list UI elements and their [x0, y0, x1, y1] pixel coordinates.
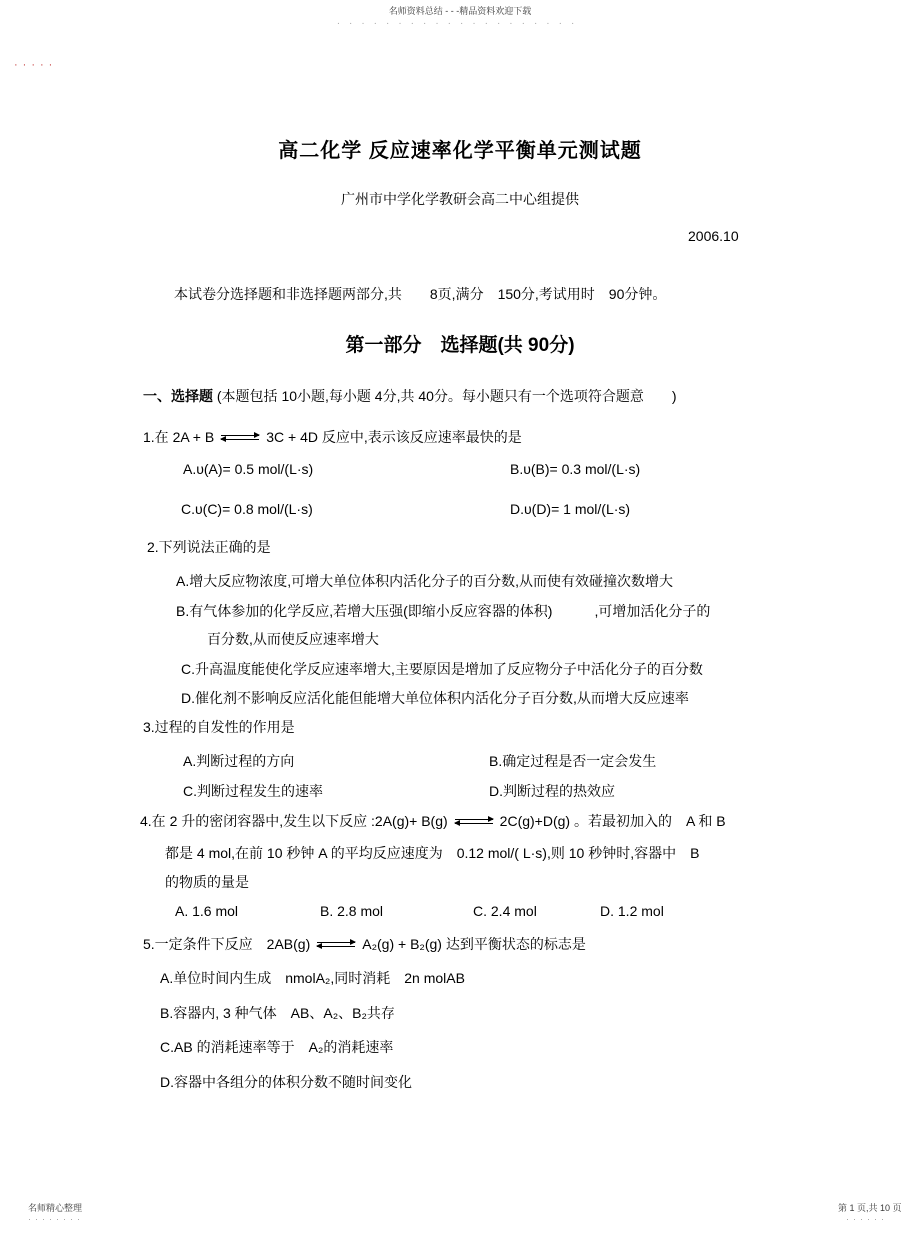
header-dots-divider: ···················· — [336, 18, 584, 29]
document-date: 2006.10 — [688, 228, 739, 244]
q5-option-b: B.容器内, 3 种气体 AB、A₂、B₂共存 — [160, 1005, 395, 1021]
q5-lhs: 5.一定条件下反应 2AB(g) — [143, 936, 311, 952]
q2-option-a: A.增大反应物浓度,可增大单位体积内活化分子的百分数,从而使有效碰撞次数增大 — [176, 573, 674, 589]
q3-option-c: C.判断过程发生的速率 — [183, 783, 323, 799]
q5-option-a: A.单位时间内生成 nmolA₂,同时消耗 2n molAB — [160, 970, 465, 986]
document-subtitle: 广州市中学化学教研会高二中心组提供 — [341, 191, 579, 207]
q3-option-b: B.确定过程是否一定会发生 — [489, 753, 657, 769]
footer-right-dots: ······ — [846, 1214, 888, 1224]
equilibrium-arrows-icon — [221, 435, 259, 440]
q4-option-c: C. 2.4 mol — [473, 903, 537, 919]
footer-left-dots: ········ — [28, 1214, 84, 1224]
q4-option-a: A. 1.6 mol — [175, 903, 239, 919]
question-1-stem — [143, 427, 522, 447]
q3-option-a: A.判断过程的方向 — [183, 753, 295, 769]
question-3-stem: 3.过程的自发性的作用是 — [143, 719, 295, 735]
reverse-arrow — [317, 946, 355, 947]
q4-line3: 的物质的量是 — [165, 874, 249, 890]
footer-page-number: 第 1 页,共 10 页 — [838, 1203, 902, 1213]
question-2-stem: 2.下列说法正确的是 — [147, 539, 271, 555]
q1-lhs: 1.在 2A + B — [143, 429, 215, 445]
document-title: 高二化学 反应速率化学平衡单元测试题 — [278, 140, 642, 162]
footer-left-note: 名师精心整理 — [28, 1203, 83, 1213]
question-4-stem — [140, 811, 726, 831]
q5-rhs: A₂(g) + B₂(g) 达到平衡状态的标志是 — [362, 936, 586, 952]
q4-option-b: B. 2.8 mol — [320, 903, 384, 919]
q5-option-d: D.容器中各组分的体积分数不随时间变化 — [160, 1074, 412, 1090]
q1-option-b: B.υ(B)= 0.3 mol/(L·s) — [510, 461, 641, 477]
reverse-arrow — [455, 823, 493, 824]
q3-option-d: D.判断过程的热效应 — [489, 783, 615, 799]
q4-option-d: D. 1.2 mol — [600, 903, 664, 919]
q2-option-b-line2: 百分数,从而使反应速率增大 — [207, 631, 379, 647]
q5-option-c: C.AB 的消耗速率等于 A₂的消耗速率 — [160, 1039, 394, 1055]
section-note — [143, 386, 677, 406]
q1-option-c: C.υ(C)= 0.8 mol/(L·s) — [181, 501, 313, 517]
header-left-marks: ····· — [14, 59, 58, 71]
intro-paragraph: 本试卷分选择题和非选择题两部分,共 8页,满分 150分,考试用时 90分钟。 — [174, 286, 667, 302]
q1-option-a: A.υ(A)= 0.5 mol/(L·s) — [183, 461, 314, 477]
q2-option-b-line1: B.有气体参加的化学反应,若增大压强(即缩小反应容器的体积) ,可增加活化分子的 — [176, 603, 711, 619]
q4-rhs: 2C(g)+D(g) 。若最初加入的 A 和 B — [499, 813, 726, 829]
q2-option-c: C.升高温度能使化学反应速率增大,主要原因是增加了反应物分子中活化分子的百分数 — [181, 661, 703, 677]
equilibrium-arrows-icon — [317, 942, 355, 947]
q1-rhs: 3C + 4D 反应中,表示该反应速率最快的是 — [266, 429, 522, 445]
section-label: 一、选择题 — [143, 388, 213, 404]
header-note: 名师资料总结 - - -精品资料欢迎下载 — [388, 6, 532, 16]
q2-option-d: D.催化剂不影响反应活化能但能增大单位体积内活化分子百分数,从而增大反应速率 — [181, 690, 689, 706]
forward-arrow — [221, 435, 259, 436]
q4-line2: 都是 4 mol,在前 10 秒钟 A 的平均反应速度为 0.12 mol/( L·s),则 10 秒钟时,容器中 B — [165, 845, 700, 861]
reverse-arrow — [221, 439, 259, 440]
question-5-stem — [143, 934, 586, 954]
q4-lhs: 4.在 2 升的密闭容器中,发生以下反应 :2A(g)+ B(g) — [140, 813, 448, 829]
section-desc: (本题包括 10小题,每小题 4分,共 40分。每小题只有一个选项符合题意 ) — [213, 388, 677, 404]
forward-arrow — [455, 819, 493, 820]
section-heading: 第一部分 选择题(共 90分) — [345, 335, 575, 356]
forward-arrow — [317, 942, 355, 943]
equilibrium-arrows-icon — [455, 819, 493, 824]
q1-option-d: D.υ(D)= 1 mol/(L·s) — [510, 501, 631, 517]
